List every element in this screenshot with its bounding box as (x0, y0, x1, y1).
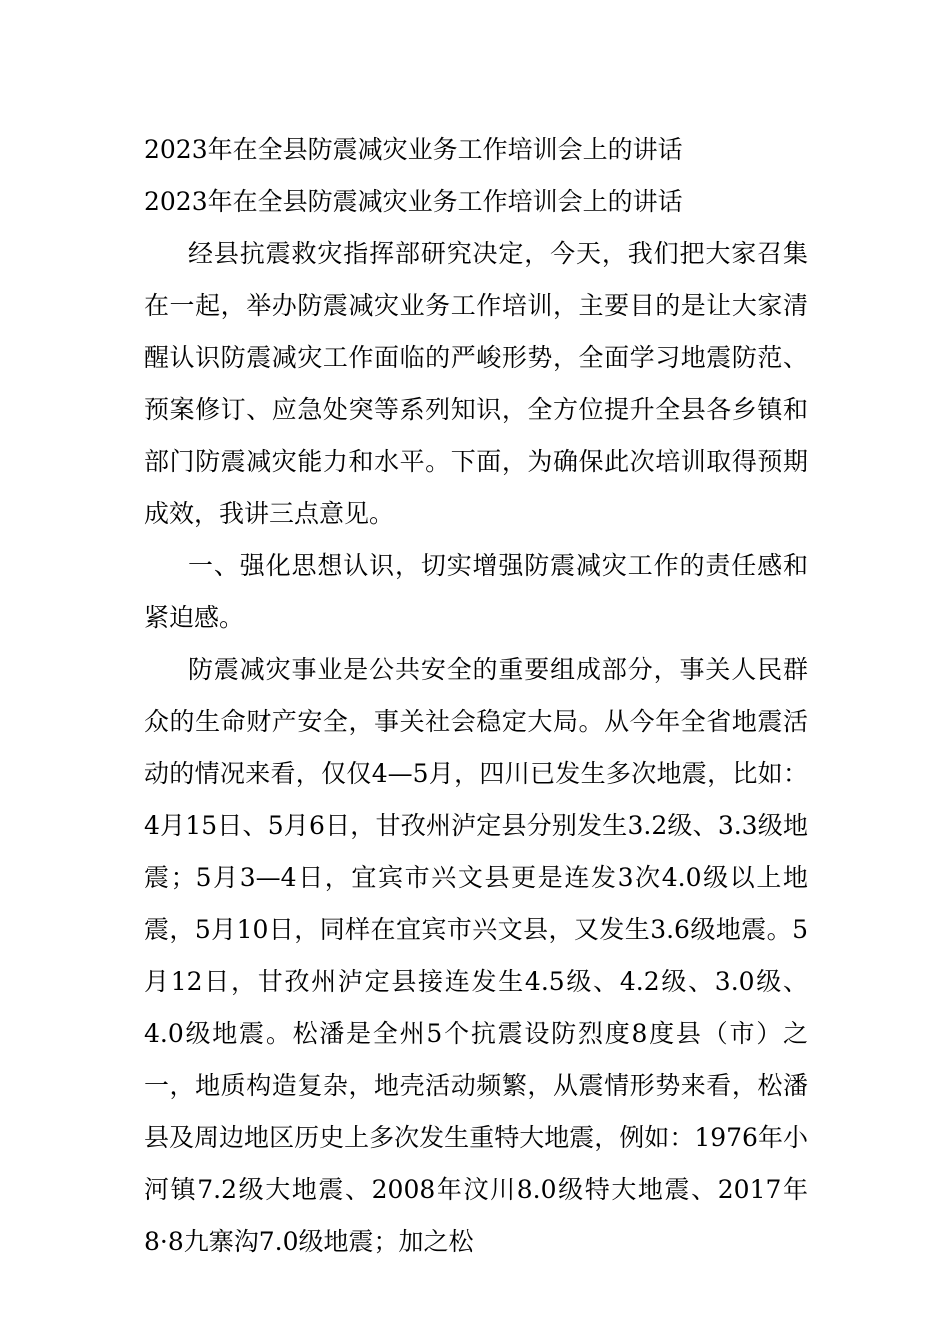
paragraph-body: 防震减灾事业是公共安全的重要组成部分，事关人民群众的生命财产安全，事关社会稳定大局。从今年全省地震活动的情况来看，仅仅4—5月，四川已发生多次地震，比如：4月15日、5月6日，甘孜州泸定县分别发生3.2级、3.3级地震；5月3—4日，宜宾市兴文县更是连发3次4.0级以上地震，5月10日，同样在宜宾市兴文县，又发生3.6级地震。5月12日，甘孜州泸定县接连发生4.5级、4.2级、3.0级、4.0级地震。松潘是全州5个抗震设防烈度8度县（市）之一，地质构造复杂，地壳活动频繁，从震情形势来看，松潘县及周边地区历史上多次发生重特大地震，例如：1976年小河镇7.2级大地震、2008年汶川8.0级特大地震、2017年8·8九寨沟7.0级地震；加之松 (144, 655, 808, 1256)
document-title: 2023年在全县防震减灾业务工作培训会上的讲话 (144, 135, 683, 164)
paragraph-intro: 经县抗震救灾指挥部研究决定，今天，我们把大家召集在一起，举办防震减灾业务工作培训，主要目的是让大家清醒认识防震减灾工作面临的严峻形势，全面学习地震防范、预案修订、应急处突等系列知识，全方位提升全县各乡镇和部门防震减灾能力和水平。下面，为确保此次培训取得预期成效，我讲三点意见。 (144, 239, 808, 528)
document-subtitle: 2023年在全县防震减灾业务工作培训会上的讲话 (144, 187, 683, 216)
section-heading-1: 一、强化思想认识，切实增强防震减灾工作的责任感和紧迫感。 (144, 551, 808, 632)
document-page (144, 124, 808, 1268)
